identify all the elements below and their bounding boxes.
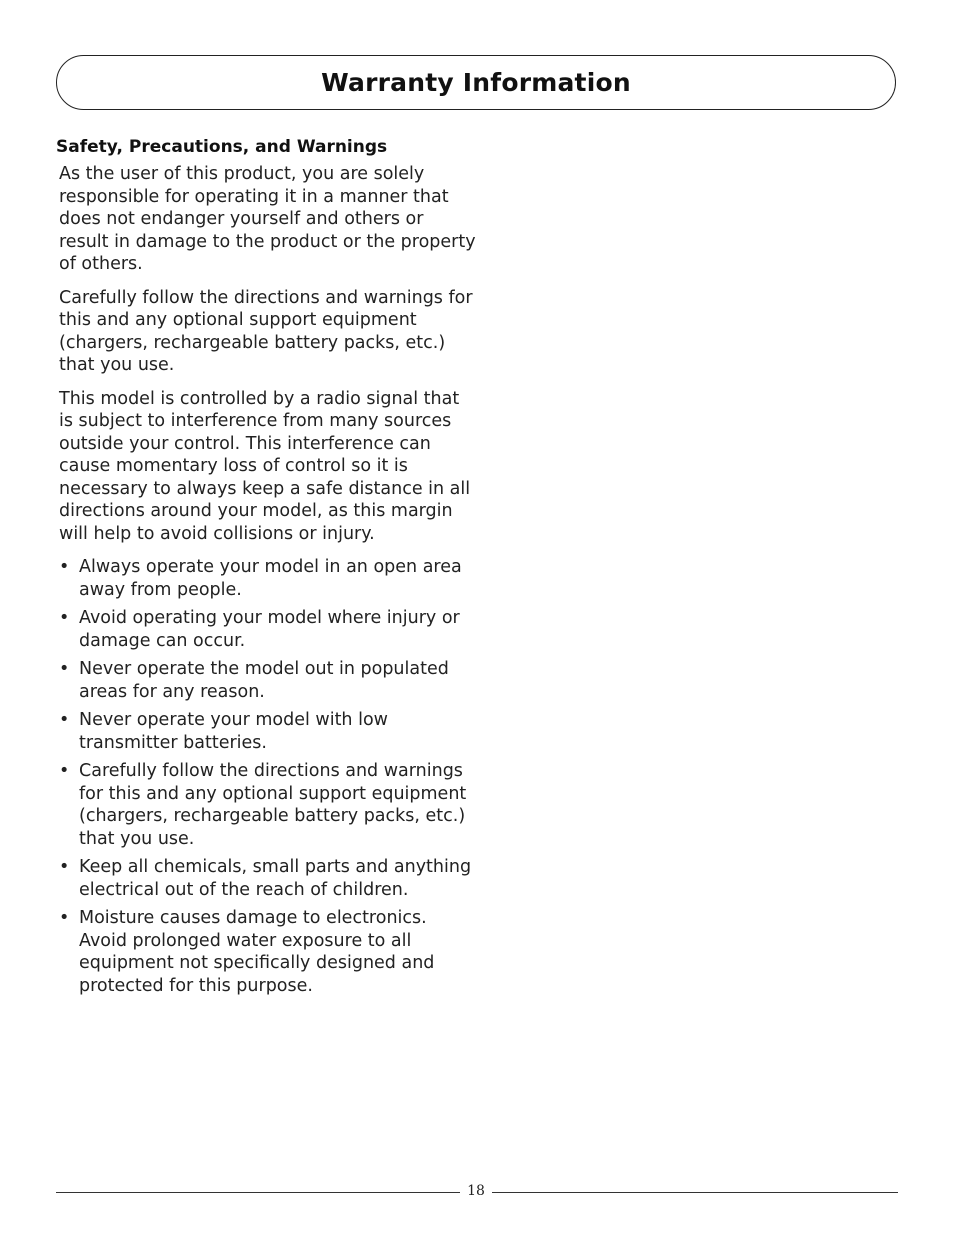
footer-divider-right [492,1192,898,1193]
paragraph-directions: Carefully follow the directions and warnings for this and any optional support equipment (chargers, rechargeable battery packs, etc.) that you use. [59,287,473,375]
list-item-text: Avoid operating your model where injury or damage can occur. [79,608,460,651]
list-item [59,709,476,754]
page-number: 18 [467,1183,485,1199]
bullet-icon: • [59,659,70,679]
bullet-icon: • [59,608,70,628]
main-content [56,135,476,1003]
list-item [59,760,476,850]
title-banner [56,55,896,110]
section-heading: Safety, Precautions, and Warnings [56,137,388,157]
list-item-text: Moisture causes damage to electronics. Avoid prolonged water exposure to all equipment not specifically designed and protected for this purpose. [79,908,435,996]
list-item [59,856,476,901]
list-item [59,658,476,703]
page-title: Warranty Information [321,68,631,97]
list-item-text: Never operate your model with low transmitter batteries. [79,710,388,753]
safety-bullet-list [59,556,476,997]
paragraph-responsibility: As the user of this product, you are solely responsible for operating it in a manner that does not endanger yourself and others or result in damage to the product or the property of others. [59,164,476,274]
list-item [59,907,476,997]
bullet-icon: • [59,908,70,928]
paragraph-radio-interference: This model is controlled by a radio signal that is subject to interference from many sources outside your control. This interference can cause momentary loss of control so it is necessary to always keep a safe distance in all directions around your model, as this margin will help to avoid collisions or injury. [59,388,471,544]
page-footer [56,1182,898,1204]
list-item [59,556,476,601]
list-item-text: Never operate the model out in populated areas for any reason. [79,659,449,702]
bullet-icon: • [59,857,70,877]
list-item [59,607,476,652]
bullet-icon: • [59,761,70,781]
list-item-text: Keep all chemicals, small parts and anything electrical out of the reach of children. [79,857,472,900]
footer-divider-left [56,1192,460,1193]
bullet-icon: • [59,710,70,730]
bullet-icon: • [59,557,70,577]
list-item-text: Always operate your model in an open area away from people. [79,557,462,600]
list-item-text: Carefully follow the directions and warnings for this and any optional support equipment (chargers, rechargeable battery packs, etc.) that you use. [79,761,467,849]
